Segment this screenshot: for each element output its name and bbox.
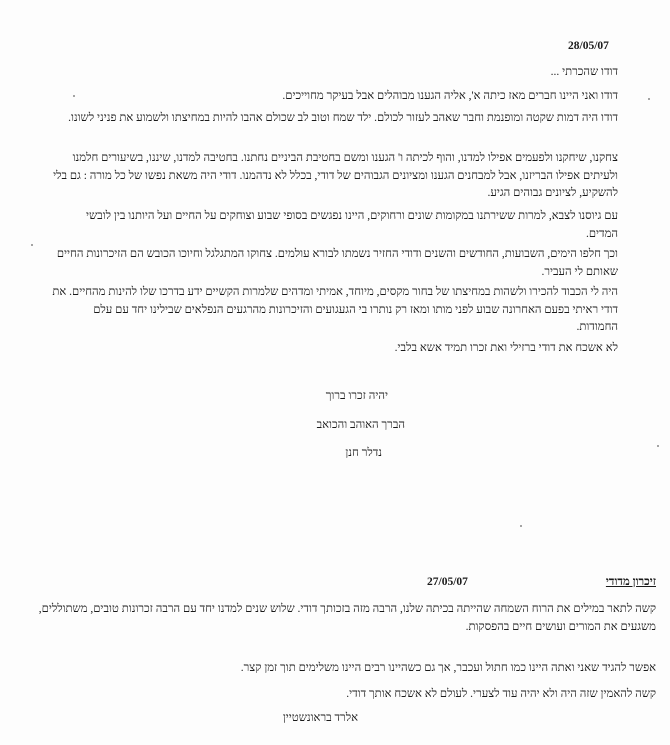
letter1-paragraph: צחקנו, שיחקנו ולפעמים אפילו למדנו, והוף לכיתה ו' הגענו ומשם בחטיבת הביניים נחתנו. בחטיבה למדנו, שיננו, בשיעורים חלמנו ולעיתים אפילו הבריזנו, אבל למבחנים הגענו ומציונים הגבוהים של דודי, בכלל לא נדהמנו. דודי היה משאת נפשו של כל מורה : גם בלי להשקיע, לציונים גבוהים הגיע. xyxy=(53,152,618,199)
letter1-date: 28/05/07 xyxy=(568,40,609,52)
letter1-paragraph: היה לי הכבוד להכירו ולשהות במחיצתו של בחור מקסים, מיוחד, אמיתי ומדהים שלמרות הקשיים ידע בדרכו שלו להינות מהחיים. את דודי ראיתי בפעם האחרונה שבוע לפני מותו ומאז רק נותרו בי הגעגועים והזיכרונות מהרגעים הנפלאים שבילינו יחד עם עלם החמודות. xyxy=(52,286,618,333)
letter1-paragraph: וכך חלפו הימים, השבועות, החודשים והשנים ודודי החזיר נשמתו לבורא עולמים. צחוקו המתגלגל וחיוכו הכובש הם הזיכרונות החיים שאותם לי העביר. xyxy=(56,248,618,278)
letter1-paragraph: דודו ואני היינו חברים מאז כיתה א', אליה הגענו מבוהלים אבל בעיקר מחוייכים. xyxy=(282,90,618,102)
letter2-signature: אלרד בראונשטיין xyxy=(282,712,358,724)
letter2-paragraph: אפשר להגיד שאני ואתה היינו כמו חתול ועכבר, אך גם כשהיינו רבים היינו משלימים תוך זמן קצר. xyxy=(240,662,656,674)
letter2-paragraph: קשה לתאר במילים את הרוח השמחה שהייתה בכיתה שלנו, הרבה מזה בזכותך דודי. שלוש שנים למדנו יחד עם הרבה זכרונות טובים, משתוללים, משגעים את המורים ועושים חיים בהפסקות. xyxy=(38,603,656,633)
letter1-sender-description: הברך האוהב והכואב xyxy=(316,419,405,431)
letter1-paragraph: עם גיוסנו לצבא, למרות ששירתנו במקומות שונים ורחוקים, היינו נפגשים בסופי שבוע וצוחקים על החיים ועל היותנו בין לובשי המדים. xyxy=(86,210,618,240)
scan-speck xyxy=(73,95,75,97)
letter1-paragraph: דודו היה דמות שקטה ומופנמת וחבר שאהב לעזור לכולם. ילד שמח וטוב לב שכולם אהבו להיות במחיצתו ולשמוע את פניני לשונו. xyxy=(68,112,618,124)
scan-speck xyxy=(520,525,522,527)
scan-speck xyxy=(31,244,33,246)
letter1-greeting: דודו שהכרתי ... xyxy=(550,66,618,78)
letter2-date: 27/05/07 xyxy=(427,576,468,588)
scan-speck xyxy=(648,98,650,100)
letter2-title: זיכרון מדודי xyxy=(605,576,656,588)
letter1-signature: נדלר חנן xyxy=(345,447,382,459)
letter2-paragraph: קשה להאמין שזה היה ולא יהיה עוד לצערי. לעולם לא אשכח אותך דודי. xyxy=(346,688,656,700)
letter1-closing-line: לא אשכח את דודי ברזילי ואת זכרו תמיד אשא בלבי. xyxy=(394,342,618,354)
letter1-blessing: יהיה זכרו ברוך xyxy=(325,390,388,402)
scan-speck xyxy=(657,445,659,447)
